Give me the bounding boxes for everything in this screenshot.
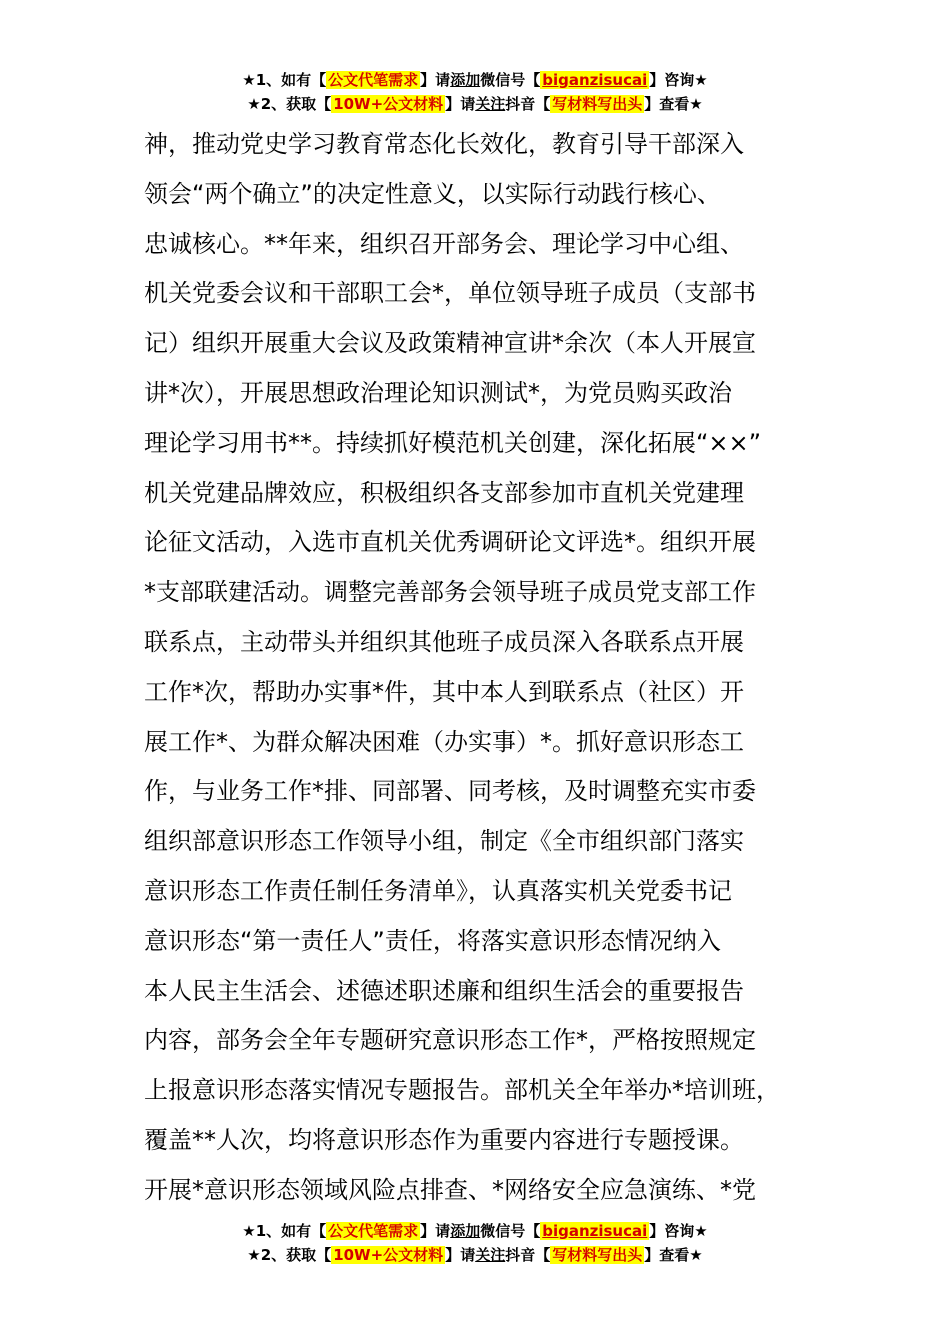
body-line: 理论学习用书**。持续抓好模范机关创建，深化拓展“××” bbox=[144, 428, 762, 457]
banner-text: ★2、获取【 bbox=[247, 95, 332, 113]
banner-text: 】查看★ bbox=[644, 1246, 703, 1264]
body-line: 上报意识形态落实情况专题报告。部机关全年举办*培训班， bbox=[144, 1076, 780, 1105]
banner-text: 】请 bbox=[445, 95, 476, 113]
banner-text: ★2、获取【 bbox=[247, 1246, 332, 1264]
body-line: 作，与业务工作*排、同部署、同考核，及时调整充实市委 bbox=[144, 777, 756, 806]
banner-text: 】请 bbox=[420, 71, 451, 89]
body-line: 覆盖**人次，均将意识形态作为重要内容进行专题授课。 bbox=[144, 1125, 744, 1154]
highlight-ghostwriting: 公文代笔需求 bbox=[328, 71, 419, 89]
highlight-materials: 10W+公文材料 bbox=[333, 1246, 444, 1264]
banner-text-add: 添加 bbox=[450, 1222, 481, 1240]
highlight-materials: 10W+公文材料 bbox=[333, 95, 444, 113]
body-line: 领会“两个确立”的决定性意义，以实际行动践行核心、 bbox=[144, 179, 721, 208]
wechat-id-link[interactable]: biganzisucai bbox=[542, 1222, 648, 1240]
banner-text-follow: 关注 bbox=[475, 1246, 506, 1264]
banner-line-2 bbox=[0, 92, 950, 116]
banner-text: 抖音【 bbox=[505, 95, 551, 113]
wechat-id-link[interactable]: biganzisucai bbox=[542, 71, 648, 89]
document-body bbox=[144, 120, 834, 1216]
body-line: 机关党建品牌效应，积极组织各支部参加市直机关党建理 bbox=[144, 478, 744, 507]
banner-text: 】咨询★ bbox=[649, 1222, 708, 1240]
body-line: 工作*次，帮助办实事*件，其中本人到联系点（社区）开 bbox=[144, 677, 744, 706]
body-line: 意识形态工作责任制任务清单》，认真落实机关党委书记 bbox=[144, 876, 732, 905]
body-line: 展工作*、为群众解决困难（办实事）*。抓好意识形态工 bbox=[144, 727, 744, 756]
banner-text: 抖音【 bbox=[505, 1246, 551, 1264]
banner-text: ★1、如有【 bbox=[242, 71, 327, 89]
banner-text: 】查看★ bbox=[644, 95, 703, 113]
banner-text: 】咨询★ bbox=[649, 71, 708, 89]
banner-text: 】请 bbox=[445, 1246, 476, 1264]
body-line: *支部联建活动。调整完善部务会领导班子成员党支部工作 bbox=[144, 578, 756, 607]
body-line: 记）组织开展重大会议及政策精神宣讲*余次（本人开展宣 bbox=[144, 329, 756, 358]
body-line: 开展*意识形态领域风险点排查、*网络安全应急演练、*党 bbox=[144, 1175, 756, 1204]
banner-text: ★1、如有【 bbox=[242, 1222, 327, 1240]
banner-text: 微信号【 bbox=[480, 1222, 541, 1240]
banner-line-2 bbox=[0, 1243, 950, 1267]
banner-text-add: 添加 bbox=[450, 71, 481, 89]
banner-line-1 bbox=[0, 1219, 950, 1243]
body-line: 忠诚核心。**年来，组织召开部务会、理论学习中心组、 bbox=[144, 229, 744, 258]
footer-banner bbox=[0, 1219, 950, 1267]
body-line: 联系点，主动带头并组织其他班子成员深入各联系点开展 bbox=[144, 627, 744, 656]
highlight-douyin: 写材料写出头 bbox=[552, 1246, 643, 1264]
body-line: 本人民主生活会、述德述职述廉和组织生活会的重要报告 bbox=[144, 976, 744, 1005]
body-line: 组织部意识形态工作领导小组，制定《全市组织部门落实 bbox=[144, 827, 744, 856]
banner-line-1 bbox=[0, 68, 950, 92]
highlight-douyin: 写材料写出头 bbox=[552, 95, 643, 113]
banner-text: 】请 bbox=[420, 1222, 451, 1240]
body-line: 神，推动党史学习教育常态化长效化，教育引导干部深入 bbox=[144, 130, 744, 158]
highlight-ghostwriting: 公文代笔需求 bbox=[328, 1222, 419, 1240]
body-line: 讲*次），开展思想政治理论知识测试*，为党员购买政治 bbox=[144, 378, 732, 407]
banner-text: 微信号【 bbox=[480, 71, 541, 89]
body-line: 论征文活动，入选市直机关优秀调研论文评选*。组织开展 bbox=[144, 528, 756, 557]
body-line: 意识形态“第一责任人”责任，将落实意识形态情况纳入 bbox=[144, 926, 721, 955]
body-line: 内容，部务会全年专题研究意识形态工作*，严格按照规定 bbox=[144, 1026, 756, 1055]
banner-text-follow: 关注 bbox=[475, 95, 506, 113]
body-line: 机关党委会议和干部职工会*，单位领导班子成员（支部书 bbox=[144, 279, 756, 308]
header-banner bbox=[0, 68, 950, 116]
